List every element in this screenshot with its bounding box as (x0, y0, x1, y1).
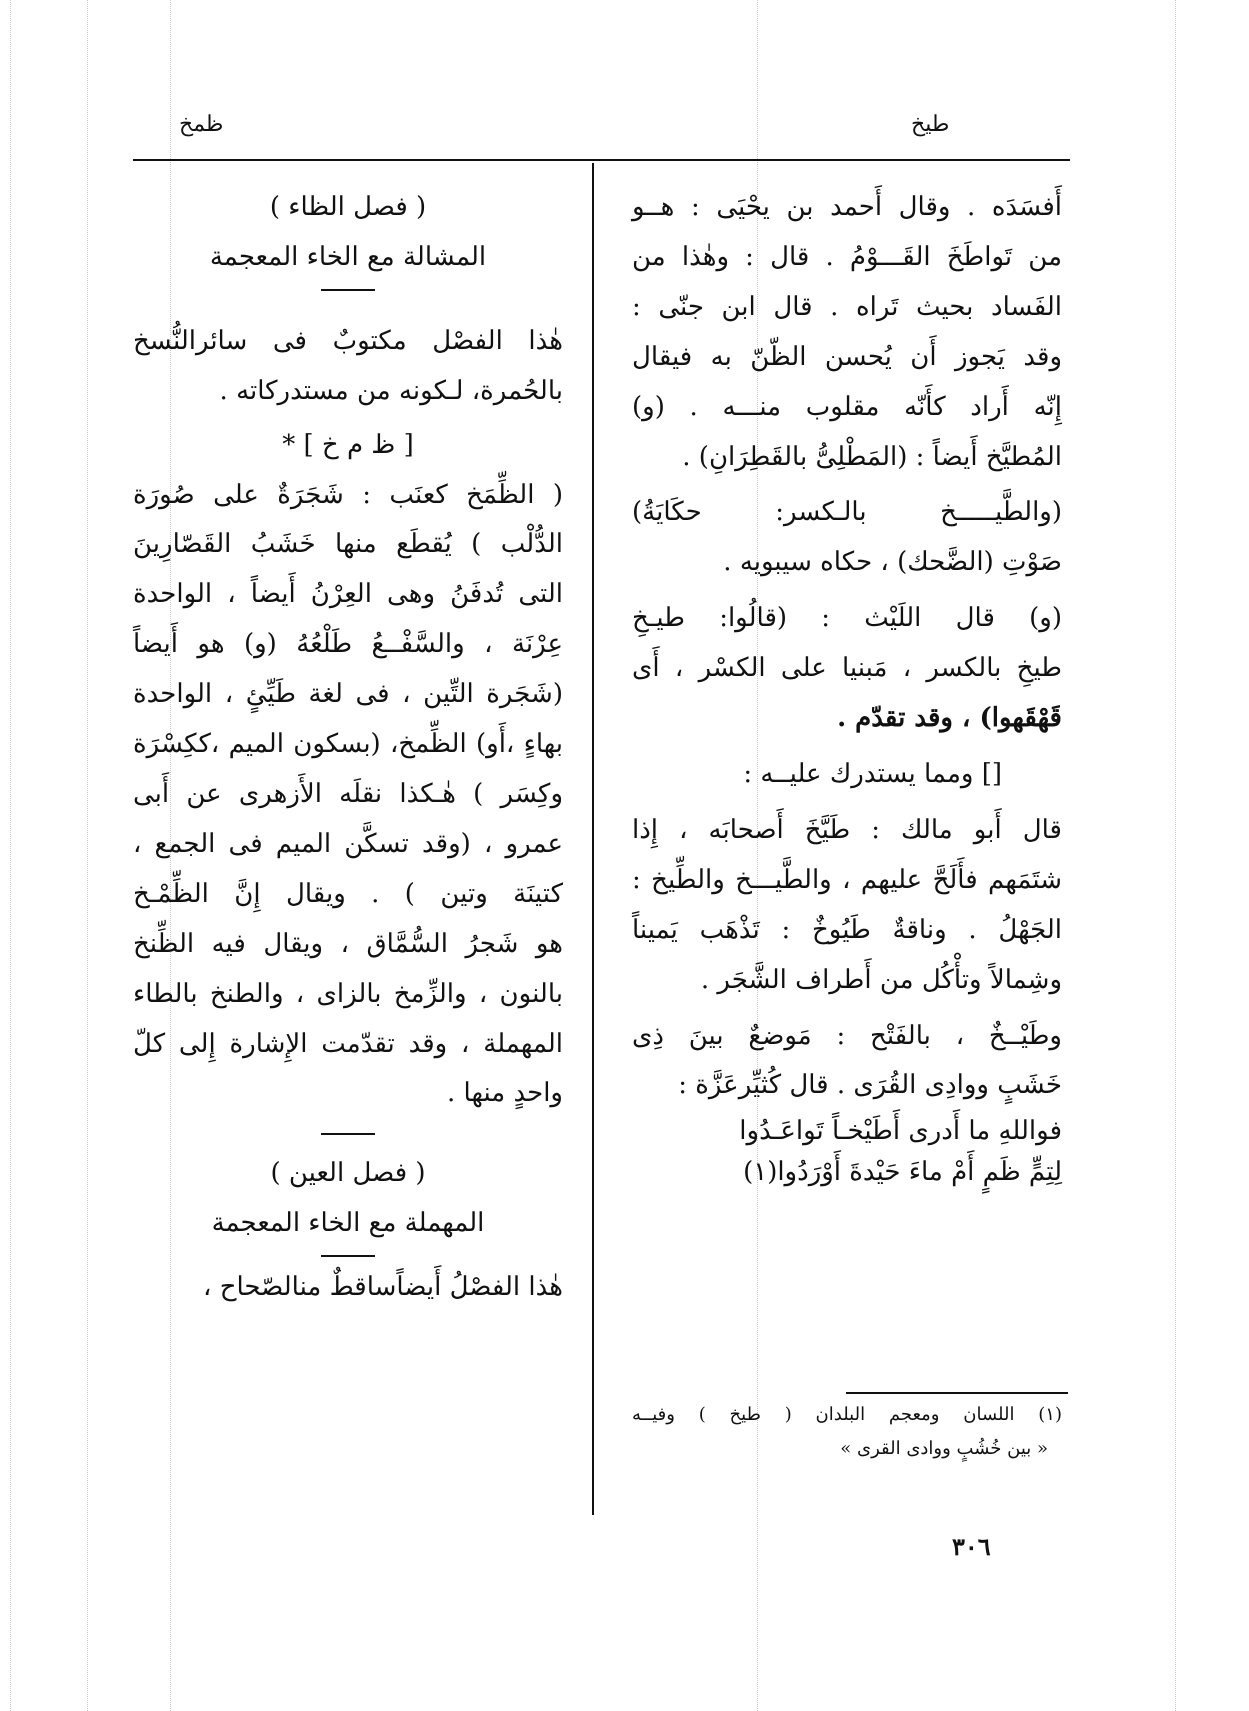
paragraph (133, 317, 563, 417)
section-subtitle: المهملة مع الخاء المعجمة (211, 1208, 485, 1239)
text-line: هو شَجرُ السُّمَّاق ، ويقال فيه الظِّنخ (133, 928, 563, 959)
text-line: هٰذا الفصْلُ أَيضاًساقطٌ منالصّحاح ، (203, 1272, 563, 1303)
column-divider (592, 163, 594, 1515)
footnote (632, 1398, 1062, 1466)
paragraph (133, 471, 563, 1120)
scan-guide-line (10, 0, 11, 1711)
paragraph (632, 1012, 1062, 1112)
text-line: (و) قال اللَيْث : (قالُوا: طيـخِ (632, 603, 1062, 634)
text-line: وكِسَر ) هٰـكذا نقلَه الأَزهرى عن أَبى (133, 778, 563, 809)
text-line: وطَيْــخٌ ، بالفَتْح : مَوضعٌ بينَ ذِى (632, 1020, 1062, 1051)
text-line: الفَساد بحيث تَراه . قال ابن جنّى : (632, 291, 1062, 322)
paragraph (632, 750, 1062, 800)
entry-head: [ ظ م خ ] * (282, 429, 414, 460)
text-line: (والطَّيـــــخ بالـكسر: حكَايَةُ) (632, 497, 1062, 528)
paragraph (632, 806, 1062, 1006)
text-line: التى تُدفَنُ وهى العِرْنُ أَيضاً ، الواحدة (133, 579, 563, 610)
text-line: واحدٍ منها . (447, 1078, 563, 1109)
text-line: عِرْنَة ، والسَّفْــعُ طَلْعُهُ (و) هو أَيضاً (133, 629, 563, 660)
footnote-line: (١) اللسان ومعجم البلدان ( طيخ ) وفيــه (632, 1404, 1062, 1425)
scan-guide-line (1175, 0, 1176, 1711)
header-left-word: ظمخ (179, 112, 224, 137)
text-line: المهملة ، وقد تقدّمت الإِشارة إِلى كلّ (133, 1028, 563, 1059)
paragraph (632, 183, 1062, 482)
right-column (632, 183, 1062, 1192)
text-line: من تَواطَخَ القَـــوْمُ . قال : وهٰذا من (632, 241, 1062, 272)
section-title: ( فصل الظاء ) (269, 192, 427, 222)
text-line: وشِمالاً وتأْكُل من أَطراف الشَّجَر . (700, 964, 1062, 995)
text-line: أَفسَدَه . وقال أَحمد بن يحْيَى : هــو (632, 192, 1062, 222)
text-line: هٰذا الفصْل مكتوبٌ فى سائرالنُّسخ (133, 325, 563, 356)
text-line: المُطيَّخ أَيضاً : (المَطْلِىُّ بالقَطِرَانِ) . (682, 441, 1062, 472)
text-line: بهاءٍ ،أَو) الظِّمخ، (بسكون الميم ،ككِسْرَة (133, 729, 563, 760)
header-rule (133, 159, 1070, 161)
text-line: بالحُمرة، لـكونه من مستدركاته . (219, 375, 563, 406)
text-line: بالنون ، والزِّمخ بالزاى ، والطنخ بالطاء (133, 978, 563, 1009)
text-line: شتَمَهم فأَلَحَّ عليهم ، والطَّيـــخ والطِّيخ : (632, 864, 1062, 895)
header-right-word: طيخ (911, 112, 950, 137)
text-line: الدُّلْب ) يُقطَع منها خَشَبُ القَصّارِينَ (133, 529, 563, 560)
text-line: [] ومما يستدرك عليــه : (743, 758, 1002, 789)
section-rule (321, 1255, 375, 1257)
scan-guide-line (87, 0, 88, 1711)
text-line: الجَهْلُ . وناقةٌ طَيُوخٌ : تَذْهَب يَميناً (632, 914, 1062, 945)
text-line: طيخِ بالكسر ، مَبنيا على الكسْر ، أَى (632, 653, 1062, 684)
section-rule (321, 1133, 375, 1135)
footnote-line: « بين خُشُبٍ ووادى القرى » (840, 1438, 1048, 1460)
text-line: خَشَبٍ ووادِى القُرَى . قال كُثيِّرعَزَّة : (678, 1070, 1062, 1101)
verse-line: فواللهِ ما أَدرى أَطَيْخـاً تَواعَـدُوا (739, 1116, 1062, 1147)
text-line: كتينَة وتين ) . ويقال إِنَّ الظِّمْـخ (133, 878, 563, 909)
text-line: عمرو ، (وقد تسكَّن الميم فى الجمع ، (133, 828, 563, 859)
section-title: ( فصل العين ) (270, 1158, 426, 1189)
text-line: قال أَبو مالك : طَيَّخَ أَصحابَه ، إِذا (632, 814, 1062, 845)
paragraph (632, 488, 1062, 588)
section-rule (321, 289, 375, 291)
footnote-rule (846, 1392, 1068, 1394)
text-line: صَوْتِ (الضَّحك) ، حكاه سيبويه . (723, 547, 1062, 578)
text-line: (شَجَرة التِّين ، فى لغة طَيِّئٍ ، الواحدة (133, 679, 563, 710)
text-line: إِنّه أَراد كأَنّه مقلوب منـــه . (و) (632, 391, 1062, 422)
page-number: ٣٠٦ (952, 1532, 991, 1561)
section-subtitle: المشالة مع الخاء المعجمة (209, 241, 487, 272)
left-column (133, 183, 563, 1313)
verse (632, 1111, 1062, 1192)
paragraph (632, 594, 1062, 744)
text-line: ( الظِّمَخ كعنَب : شَجَرَةٌ على صُورَة (133, 479, 563, 510)
text-line: وقد يَجوز أَن يُحسن الظّنّ به فيقال (632, 341, 1062, 372)
text-line: قَهْقَهوا) ، وقد تقدّم . (837, 703, 1062, 734)
verse-line: لِتِمٍّ ظَمٍ أَمْ ماءَ حَيْدةَ أَوْرَدُوا(١) (743, 1156, 1062, 1187)
